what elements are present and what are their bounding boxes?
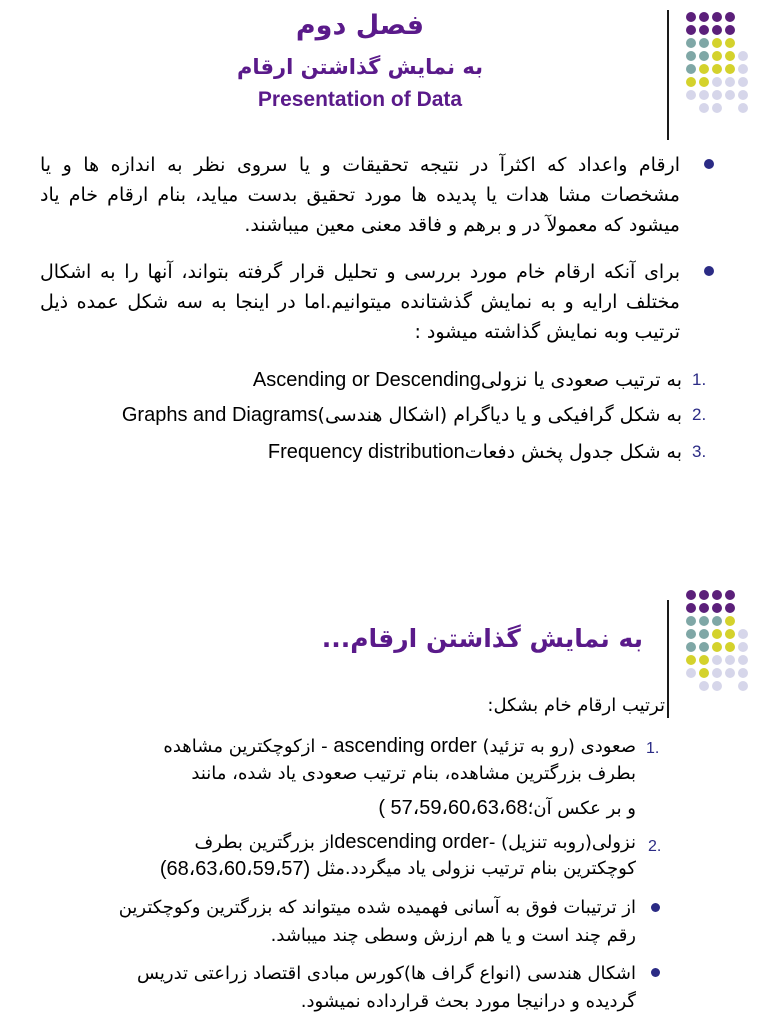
slide-2 xyxy=(0,580,768,1024)
item1-en: ascending order xyxy=(333,735,477,757)
dot xyxy=(725,603,735,613)
dot xyxy=(699,616,709,626)
item-number: 1. xyxy=(692,370,707,389)
dot xyxy=(738,25,748,35)
dot xyxy=(712,590,722,600)
chapter-subtitle-fa: به نمایش گذاشتن ارقام xyxy=(237,55,483,79)
dot xyxy=(686,629,696,639)
dot xyxy=(725,12,735,22)
dot xyxy=(725,51,735,61)
bullet-line: اشکال هندسی (انواع گراف ها)کورس مبادی اقتصاد زراعتی تدریس xyxy=(136,963,636,984)
dot xyxy=(686,590,696,600)
bullet-icon xyxy=(704,266,714,276)
dot xyxy=(686,103,696,113)
dot xyxy=(699,12,709,22)
item2-fa: کوچکترین بنام ترتیب نزولی یاد میگردد.مثل xyxy=(316,858,636,879)
item-persian: به ترتیب صعودی یا نزولی xyxy=(480,369,682,391)
item1-numbers: ( 57،59،60،63،68 xyxy=(378,797,528,819)
item1-fa-tail: و بر عکس آن؛ xyxy=(527,798,636,819)
dot xyxy=(738,668,748,678)
dot xyxy=(699,642,709,652)
dot xyxy=(699,77,709,87)
dot xyxy=(738,681,748,691)
dot xyxy=(686,668,696,678)
item2-en: descending order xyxy=(334,831,489,853)
dot xyxy=(738,51,748,61)
dot xyxy=(686,64,696,74)
decorative-dot-grid xyxy=(686,590,748,691)
item-number: 2. xyxy=(648,838,662,855)
dot xyxy=(725,90,735,100)
dot xyxy=(725,590,735,600)
chapter-title: فصل دوم xyxy=(295,10,425,41)
dot xyxy=(738,90,748,100)
dot xyxy=(686,603,696,613)
item1-line3 xyxy=(378,794,636,823)
dot xyxy=(712,681,722,691)
dot xyxy=(686,90,696,100)
dot xyxy=(738,77,748,87)
dot xyxy=(738,590,748,600)
dot xyxy=(725,25,735,35)
numbered-item xyxy=(32,437,722,467)
dot xyxy=(738,103,748,113)
dot xyxy=(699,51,709,61)
dot xyxy=(686,655,696,665)
dot xyxy=(699,603,709,613)
item1-line2: بطرف بزرگترین مشاهده، بنام ترتیب صعودی یاد شده، مانند xyxy=(191,763,636,784)
dot xyxy=(725,616,735,626)
dot xyxy=(738,12,748,22)
dot xyxy=(712,51,722,61)
dot xyxy=(699,668,709,678)
dot xyxy=(712,90,722,100)
dot xyxy=(712,38,722,48)
bullet-text: برای آنکه ارقام خام مورد بررسی و تحلیل قرار گرفته بتواند، آنها را به اشکال مختلف ارایه و به نمایش گذشتانده میتوانیم.اما در اینجا به سه شکل عمده ذیل ترتیب وبه نمایش گذاشته میشود : xyxy=(40,261,680,343)
dot xyxy=(699,590,709,600)
item1-fa-a: صعودی (رو به تزئید) xyxy=(482,736,636,757)
dot xyxy=(712,616,722,626)
dot xyxy=(725,655,735,665)
bullet-icon xyxy=(704,159,714,169)
numbered-item xyxy=(32,365,722,395)
dot xyxy=(725,642,735,652)
dot xyxy=(699,655,709,665)
item-persian: به شکل گرافیکی و یا دیاگرام (اشکال هندسی) xyxy=(317,404,682,426)
dot xyxy=(699,90,709,100)
dot xyxy=(738,616,748,626)
dot xyxy=(712,64,722,74)
dot xyxy=(686,77,696,87)
item-number: 2. xyxy=(692,405,707,424)
decorative-dot-grid xyxy=(686,12,748,113)
dot xyxy=(738,38,748,48)
dot xyxy=(738,603,748,613)
item-english: Graphs and Diagrams xyxy=(121,403,318,426)
title-divider xyxy=(667,600,669,718)
dot xyxy=(725,103,735,113)
bullet-paragraph xyxy=(40,150,680,240)
dot xyxy=(686,681,696,691)
dot xyxy=(686,616,696,626)
dot xyxy=(712,12,722,22)
dot xyxy=(712,668,722,678)
dot xyxy=(725,629,735,639)
dot xyxy=(686,51,696,61)
dot xyxy=(738,629,748,639)
dot xyxy=(712,103,722,113)
bullet-text: ارقام واعداد که اکثرآ در نتیجه تحقیقات و یا سروی نظر به اندازه ها و یا مشخصات مشا هدات یا پدیده ها مورد تحقیق بدست میاید، بنام ارقام خام یاد میشود که معمولآ در و برهم و فاقد معنی معین میباشند. xyxy=(40,154,680,236)
numbered-item xyxy=(32,400,722,430)
dot xyxy=(712,642,722,652)
item-english: Frequency distribution xyxy=(267,440,465,463)
item2-line2 xyxy=(10,855,636,883)
bullet-icon xyxy=(651,903,660,912)
intro-line: ترتیب ارقام خام بشکل: xyxy=(487,695,665,716)
item-persian: به شکل جدول پخش دفعات xyxy=(464,441,682,463)
dot xyxy=(725,64,735,74)
dot xyxy=(725,77,735,87)
item-english: Ascending or Descending xyxy=(252,368,481,391)
item-number: 1. xyxy=(646,740,660,757)
dot xyxy=(699,681,709,691)
bullet-line: از ترتیبات فوق به آسانی فهمیده شده میتواند که بزرگترین وکوچکترین xyxy=(118,897,636,918)
slide-title: به نمایش گذاشتن ارقام... xyxy=(321,624,643,653)
chapter-subtitle-en: Presentation of Data xyxy=(257,88,463,111)
item1-fa-b: - ازکوچکترین مشاهده xyxy=(163,736,328,757)
item2-fa-a: نزولی(روبه تنزیل) - xyxy=(488,832,636,853)
dot xyxy=(725,681,735,691)
dot xyxy=(699,64,709,74)
bullet-paragraph xyxy=(40,257,680,347)
dot xyxy=(699,629,709,639)
dot xyxy=(712,603,722,613)
dot xyxy=(712,25,722,35)
dot xyxy=(712,77,722,87)
item2-fa-b: از بزرگترین بطرف xyxy=(194,832,335,853)
dot xyxy=(699,25,709,35)
dot xyxy=(686,25,696,35)
item-number: 3. xyxy=(692,442,707,461)
title-divider xyxy=(667,10,669,140)
dot xyxy=(686,38,696,48)
dot xyxy=(738,642,748,652)
dot xyxy=(725,38,735,48)
item2-line1 xyxy=(194,828,636,857)
bullet-line: رقم چند است و یا هم ارزش وسطی چند میباشد. xyxy=(270,925,636,946)
item1-line1 xyxy=(163,732,636,761)
dot xyxy=(686,12,696,22)
bullet-line: گردیده و درانیجا مورد بحث قرارداده نمیشود. xyxy=(300,991,636,1012)
dot xyxy=(725,668,735,678)
bullet-icon xyxy=(651,968,660,977)
dot xyxy=(699,103,709,113)
dot xyxy=(712,655,722,665)
dot xyxy=(699,38,709,48)
item2-numbers: (68،63،60،59،57) xyxy=(159,858,311,880)
dot xyxy=(738,655,748,665)
dot xyxy=(712,629,722,639)
dot xyxy=(686,642,696,652)
dot xyxy=(738,64,748,74)
